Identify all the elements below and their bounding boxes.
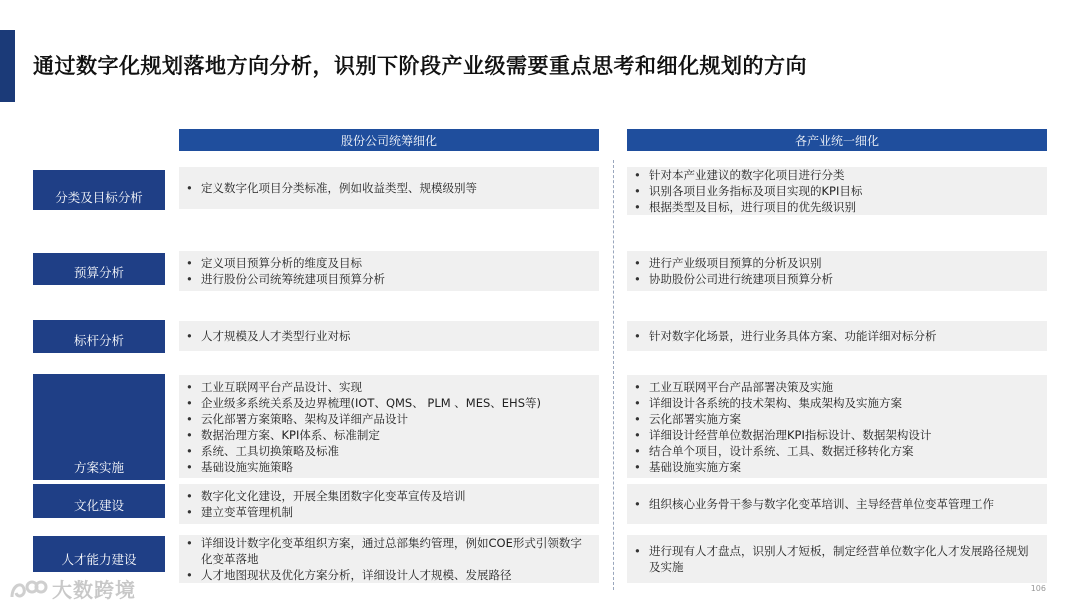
bullet-list <box>627 543 1039 575</box>
row-label: 文化建设 <box>33 484 165 518</box>
bullet-item: • 针对数字化场景，进行业务具体方案、功能详细对标分析 <box>649 328 1039 344</box>
bullet-item: • 识别各项目业务指标及项目实现的KPI目标 <box>649 183 1039 199</box>
row-label: 标杆分析 <box>33 320 165 353</box>
bullet-item: • 人才地图现状及优化方案分析，详细设计人才规模、发展路径 <box>201 567 591 583</box>
bullet-list <box>179 379 591 475</box>
bullet-list <box>179 180 591 196</box>
row-cell-left <box>179 167 599 209</box>
watermark <box>8 574 136 603</box>
row-cell-left <box>179 484 599 524</box>
bullet-item: • 定义数字化项目分类标准，例如收益类型、规模级别等 <box>201 180 591 196</box>
bullet-item: • 建立变革管理机制 <box>201 504 591 520</box>
bullet-item: • 针对本产业建议的数字化项目进行分类 <box>649 167 1039 183</box>
watermark-text: 大数跨境 <box>52 578 136 602</box>
column-header-left: 股份公司统筹细化 <box>179 129 599 151</box>
row-cell-right <box>627 167 1047 215</box>
bullet-list <box>627 379 1039 475</box>
column-divider <box>613 160 614 590</box>
bullet-item: • 详细设计各系统的技术架构、集成架构及实施方案 <box>649 395 1039 411</box>
row-cell-right <box>627 251 1047 291</box>
page-number: 106 <box>1030 584 1046 593</box>
bullet-list <box>627 496 1039 512</box>
bullet-item: • 进行现有人才盘点，识别人才短板，制定经营单位数字化人才发展路径规划及实施 <box>649 543 1039 575</box>
title-accent-bar <box>0 30 15 102</box>
bullet-list <box>179 255 591 287</box>
bullet-item: • 数字化文化建设，开展全集团数字化变革宣传及培训 <box>201 488 591 504</box>
bullet-list <box>179 488 591 520</box>
row-cell-left <box>179 321 599 351</box>
bullet-item: • 详细设计数字化变革组织方案，通过总部集约管理，例如COE形式引领数字化变革落地 <box>201 535 591 567</box>
bullet-item: • 结合单个项目，设计系统、工具、数据迁移转化方案 <box>649 443 1039 459</box>
watermark-logo-icon <box>8 575 48 603</box>
row-cell-left <box>179 251 599 291</box>
bullet-list <box>179 535 591 583</box>
bullet-item: • 云化部署方案策略、架构及详细产品设计 <box>201 411 591 427</box>
bullet-item: • 云化部署实施方案 <box>649 411 1039 427</box>
page-title: 通过数字化规划落地方向分析，识别下阶段产业级需要重点思考和细化规划的方向 <box>33 54 807 78</box>
bullet-item: • 根据类型及目标，进行项目的优先级识别 <box>649 199 1039 215</box>
row-cell-right <box>627 535 1047 583</box>
bullet-item: • 定义项目预算分析的维度及目标 <box>201 255 591 271</box>
row-cell-right <box>627 321 1047 351</box>
bullet-item: • 基础设施实施方案 <box>649 459 1039 475</box>
bullet-item: • 人才规模及人才类型行业对标 <box>201 328 591 344</box>
row-label: 预算分析 <box>33 253 165 285</box>
bullet-item: • 协助股份公司进行统建项目预算分析 <box>649 271 1039 287</box>
row-cell-right <box>627 484 1047 524</box>
column-header-right: 各产业统一细化 <box>627 129 1047 151</box>
row-cell-right <box>627 375 1047 478</box>
bullet-item: • 企业级多系统关系及边界梳理(IOT、QMS、 PLM 、MES、EHS等) <box>201 395 591 411</box>
bullet-list <box>627 328 1039 344</box>
row-label: 方案实施 <box>33 374 165 480</box>
row-cell-left <box>179 375 599 478</box>
bullet-item: • 进行股份公司统筹统建项目预算分析 <box>201 271 591 287</box>
bullet-item: • 工业互联网平台产品设计、实现 <box>201 379 591 395</box>
bullet-item: • 详细设计经营单位数据治理KPI指标设计、数据架构设计 <box>649 427 1039 443</box>
bullet-item: • 系统、工具切换策略及标准 <box>201 443 591 459</box>
bullet-item: • 工业互联网平台产品部署决策及实施 <box>649 379 1039 395</box>
bullet-list <box>627 255 1039 287</box>
bullet-item: • 进行产业级项目预算的分析及识别 <box>649 255 1039 271</box>
bullet-item: • 数据治理方案、KPI体系、标准制定 <box>201 427 591 443</box>
row-label: 人才能力建设 <box>33 536 165 572</box>
bullet-item: • 基础设施实施策略 <box>201 459 591 475</box>
bullet-list <box>627 167 1039 215</box>
bullet-list <box>179 328 591 344</box>
row-cell-left <box>179 535 599 583</box>
bullet-item: • 组织核心业务骨干参与数字化变革培训、主导经营单位变革管理工作 <box>649 496 1039 512</box>
row-label: 分类及目标分析 <box>33 170 165 210</box>
